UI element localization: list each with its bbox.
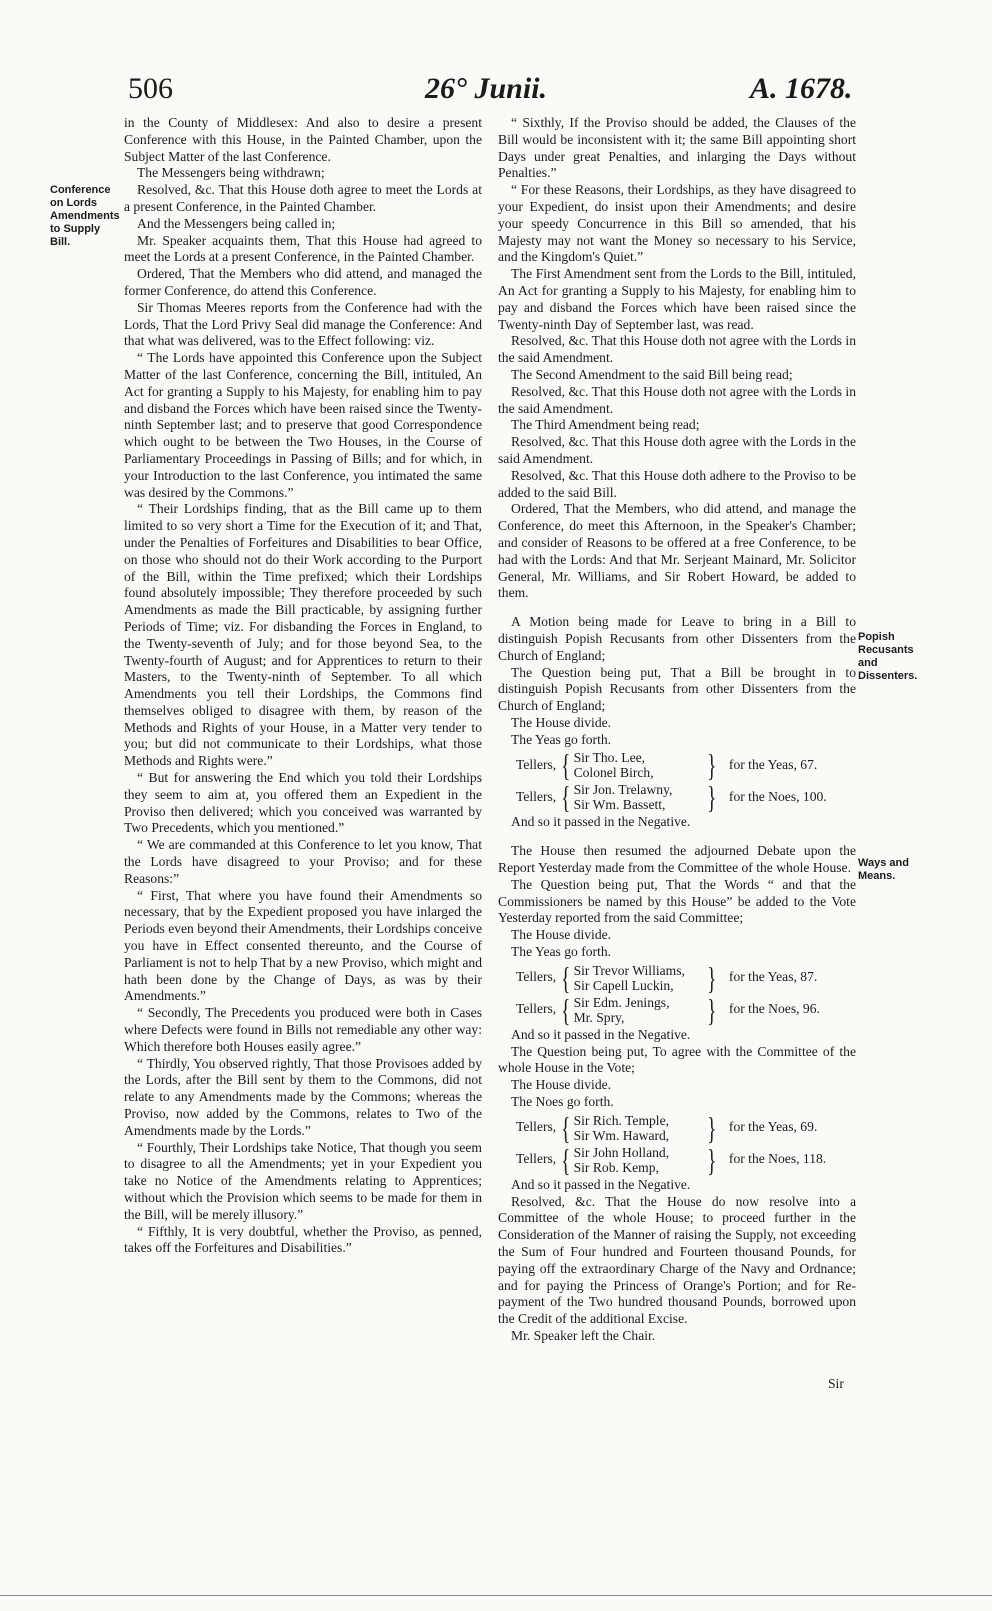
paragraph: The Question being put, That the Words “ and that the Commissioners be named by this House” be added to the Vote Yesterday reported from the said Committee; bbox=[498, 876, 856, 926]
paragraph: The House then resumed the adjourned Debate upon the Report Yesterday made from the Committee of the whole House. bbox=[498, 843, 856, 876]
paragraph: The Second Amendment to the said Bill being read; bbox=[511, 366, 793, 382]
paragraph: The House divide. bbox=[511, 714, 612, 730]
paragraph: Resolved, &c. That this House doth agree with the Lords in the said Amendment. bbox=[498, 434, 856, 466]
paragraph: Resolved, &c. That this House doth adhere to the Proviso to be added to the said Bill. bbox=[498, 467, 856, 500]
paragraph: And so it passed in the Negative. bbox=[511, 1176, 691, 1192]
teller-name: Colonel Birch, bbox=[573, 765, 654, 781]
paragraph: The Third Amendment being read; bbox=[511, 417, 700, 433]
tellers-label: Tellers, bbox=[516, 969, 557, 985]
popish-division bbox=[498, 747, 856, 816]
right-column bbox=[498, 115, 856, 1345]
ways-section bbox=[498, 843, 856, 1345]
tellers-row bbox=[516, 779, 856, 816]
tellers-row bbox=[516, 991, 856, 1028]
paragraph: The Yeas go forth. bbox=[511, 731, 612, 747]
close-brace: } bbox=[706, 1109, 716, 1146]
paragraph: Resolved, &c. That the House do now resolve into a Committee of the whole House; to proceed further in the Consideration of the Manner of raising the Supply, not exceeding the Sum of Four hundred and Fourteen thousand Pounds, for paying off the extraordinary Charge of the Navy and Ordnance; and for paying the Princess of Orange's Portion; and for Re-payment of the Two hundred thousand Pounds, borrowed upon the Credit of the additional Excise. bbox=[498, 1193, 856, 1327]
close-brace: } bbox=[706, 1141, 716, 1178]
division-result: for the Yeas, 87. bbox=[728, 969, 818, 985]
open-brace: { bbox=[561, 959, 571, 996]
paragraph: Ordered, That the Members who did attend, and managed the former Conference, do attend this Conference. bbox=[124, 266, 482, 298]
teller-name: Sir Tho. Lee, bbox=[573, 750, 646, 766]
paragraph: “ We are commanded at this Conference to let you know, That the Lords have disagreed to your Proviso; and for these Reasons:” bbox=[124, 837, 482, 886]
paragraph: Mr. Speaker left the Chair. bbox=[511, 1328, 656, 1344]
close-brace: } bbox=[706, 959, 716, 996]
page-year: A. 1678. bbox=[750, 72, 853, 105]
teller-names bbox=[574, 1113, 704, 1143]
teller-name: Sir Jon. Trelawny, bbox=[573, 782, 673, 798]
teller-names bbox=[574, 963, 704, 993]
conference-continuation bbox=[498, 115, 856, 602]
division-result: for the Noes, 100. bbox=[728, 789, 827, 805]
tellers-row bbox=[516, 1109, 856, 1146]
catchword: Sir bbox=[828, 1376, 844, 1391]
paragraph: And so it passed in the Negative. bbox=[511, 1026, 691, 1042]
paragraph: The First Amendment sent from the Lords to the Bill, intituled, An Act for granting a Supply to his Majesty, for enabling him to pay and disband the Forces which have been raised since the Twenty-ninth Day of September last, was read. bbox=[498, 266, 856, 332]
paragraph: Resolved, &c. That this House doth agree to meet the Lords at a present Conference, in the Painted Chamber. bbox=[124, 182, 482, 214]
open-brace: { bbox=[561, 779, 571, 816]
left-column bbox=[124, 115, 482, 1257]
paragraph: Ordered, That the Members, who did attend, and manage the Conference, do meet this Afternoon, in the Speaker's Chamber; and consider of Reasons to be offered at a free Conference, to be had with the Lords: And that Mr. Serjeant Mainard, Mr. Solicitor General, Mr. Williams, and Sir Robert Howard, be added to them. bbox=[498, 501, 856, 601]
open-brace: { bbox=[561, 747, 571, 784]
paragraph: Mr. Speaker acquaints them, That this House had agreed to meet the Lords at a present Conference, in the Painted Chamber. bbox=[124, 232, 482, 265]
tellers-label: Tellers, bbox=[516, 1119, 557, 1135]
paragraph: “ First, That where you have found their Amendments so necessary, that by the Expedient proposed you have inlarged the Periods even beyond their Amendments, their Lordships conceive you have in Effect consented thereunto, and the Course of Parliament is not to help That by a new Proviso, which might and hath been done by the Change of Days, as was by their Amendments.” bbox=[124, 887, 482, 1004]
paragraph: A Motion being made for Leave to bring in a Bill to distinguish Popish Recusants from other Dissenters from the Church of England; bbox=[498, 614, 856, 663]
tellers-label: Tellers, bbox=[516, 1151, 557, 1167]
tellers-label: Tellers, bbox=[516, 757, 557, 773]
paragraph: The Messengers being withdrawn; bbox=[137, 165, 325, 181]
paragraph: And the Messengers being called in; bbox=[137, 215, 336, 231]
paragraph: “ Thirdly, You observed rightly, That those Provisoes added by the Lords, after the Bill sent by them to the Commons, did not relate to any Amendments made by the Commons; whereas the Proviso, now added by the Commons, relates to Two of the Amendments made by the Lords.” bbox=[124, 1055, 482, 1138]
page-date: 26° Junii. bbox=[425, 72, 548, 105]
open-brace: { bbox=[561, 1141, 571, 1178]
teller-names bbox=[574, 1145, 704, 1175]
paragraph: The House divide. bbox=[511, 927, 612, 943]
close-brace: } bbox=[706, 779, 716, 816]
paragraph: The Question being put, To agree with the Committee of the whole House in the Vote; bbox=[498, 1043, 856, 1076]
paragraph: The Yeas go forth. bbox=[511, 944, 612, 960]
division-result: for the Yeas, 69. bbox=[728, 1119, 818, 1135]
paragraph: The Noes go forth. bbox=[511, 1094, 614, 1110]
paragraph: in the County of Middlesex: And also to desire a present Conference with this House, in the Painted Chamber, upon the Subject Matter of the last Conference. bbox=[124, 115, 482, 164]
teller-name: Sir Trevor Williams, bbox=[573, 962, 685, 978]
margin-note-conference: Conference on Lords Amendments to Supply Bill. bbox=[50, 184, 120, 248]
page-header bbox=[0, 72, 992, 112]
page-number: 506 bbox=[128, 72, 173, 105]
teller-names bbox=[574, 995, 704, 1025]
paragraph: The Question being put, That a Bill be brought in to distinguish Popish Recusants from other Dissenters from the Church of England; bbox=[498, 664, 856, 714]
open-brace: { bbox=[561, 1109, 571, 1146]
teller-names bbox=[574, 782, 704, 812]
open-brace: { bbox=[561, 991, 571, 1028]
tellers-label: Tellers, bbox=[516, 1001, 557, 1017]
close-brace: } bbox=[706, 747, 716, 784]
teller-name: Sir Rich. Temple, bbox=[573, 1112, 670, 1128]
paragraph: The House divide. bbox=[511, 1077, 612, 1093]
paragraph: “ The Lords have appointed this Conference upon the Subject Matter of the last Conference, concerning the Bill, intituled, An Act for granting a Supply to his Majesty, for enabling him to pay and disband the Forces which have been raised since the Twenty-ninth September last; and to preserve that good Correspondence which ought to be between the Two Houses, in the Course of Parliamentary Proceedings in Passing of Bills; and for which, in your Introduction to the last Conference, you intimated the same was desired by the Commons.” bbox=[124, 350, 482, 500]
tellers-row bbox=[516, 1141, 856, 1178]
division-result: for the Noes, 118. bbox=[728, 1151, 827, 1167]
paragraph: Sir Thomas Meeres reports from the Conference had with the Lords, That the Lord Privy Seal did manage the Conference: And that what was delivered, was to the Effect following: viz. bbox=[124, 299, 482, 349]
division-result: for the Yeas, 67. bbox=[728, 757, 818, 773]
teller-name: Mr. Spry, bbox=[573, 1009, 625, 1025]
tellers-label: Tellers, bbox=[516, 789, 557, 805]
paragraph: Resolved, &c. That this House doth not agree with the Lords in the said Amendment. bbox=[498, 333, 856, 366]
paragraph: “ But for answering the End which you told their Lordships they seem to aim at, you offered them an Expedient in the Proviso then delivered; which you conceived was warranted by Two Precedents, which you mentioned.” bbox=[124, 770, 482, 836]
teller-name: Sir Rob. Kemp, bbox=[573, 1159, 659, 1175]
paragraph: “ Their Lordships finding, that as the Bill came up to them limited to so very short a Time for the Execution of it; and That, under the Penalties of Forfeitures and Disabilities to bear Office, on those who should not do their Work according to the Purport of the Bill, within the Time prefixed; which their Lordships found absolutely impossible; They therefore proceeded by such Amendments as made the Bill practicable, by assigning further Periods of Time; viz. For disbanding the Forces in England, to the Twenty-seventh of July; and for those beyond Sea, to the Twenty-fourth of August; and for Apprentices to return to their Masters, to the Twenty-ninth of September. To all which Amendments you tell their Lordships, the Commons find themselves obliged to disagree with them, by reason of the Methods and Rights of your House, in a Matter very tender to you; but did not communicate to their Lordships, what those Methods and Rights were.” bbox=[124, 501, 482, 769]
bottom-rule bbox=[0, 1595, 992, 1596]
ways-division-2 bbox=[498, 1109, 856, 1178]
teller-name: Sir Edm. Jenings, bbox=[573, 994, 670, 1010]
margin-note-ways: Ways and Means. bbox=[858, 857, 909, 882]
paragraph: “ Fourthly, Their Lordships take Notice, That though you seem to disagree to all the Amendments; yet in your Expedient you take no Notice of the Amendments relating to Apprentices; without which the Provision which seems to be made for them in the Bill, will be merely illusory.” bbox=[124, 1139, 482, 1222]
paragraph: Resolved, &c. That this House doth not agree with the Lords in the said Amendment. bbox=[498, 383, 856, 416]
ways-division-1 bbox=[498, 959, 856, 1028]
paragraph: “ Sixthly, If the Proviso should be added, the Clauses of the Bill would be inconsistent with it; the same Bill appointing short Days under great Penalties, and inlarging the Days without Penalties.” bbox=[498, 115, 856, 181]
paragraph: “ Fifthly, It is very doubtful, whether the Proviso, as penned, takes off the Forfeitures and Disabilities.” bbox=[124, 1223, 482, 1256]
teller-names bbox=[574, 750, 704, 780]
close-brace: } bbox=[706, 991, 716, 1028]
tellers-row bbox=[516, 747, 856, 784]
paragraph: “ Secondly, The Precedents you produced were both in Cases where Defects were found in Bills not remediable any other way: Which therefore both Houses easily agree.” bbox=[124, 1005, 482, 1054]
popish-outcome: And so it passed in the Negative. bbox=[511, 814, 691, 830]
teller-name: Sir John Holland, bbox=[573, 1144, 670, 1160]
margin-note-popish: Popish Recusants and Dissenters. bbox=[858, 631, 918, 682]
teller-name: Sir Wm. Haward, bbox=[573, 1127, 670, 1143]
teller-name: Sir Wm. Bassett, bbox=[573, 797, 666, 813]
teller-name: Sir Capell Luckin, bbox=[573, 977, 674, 993]
paragraph: “ For these Reasons, their Lordships, as they have disagreed to your Expedient, do insist upon their Amendments; and desire your speedy Concurrence in this Bill so amended, that his Majesty may not want the Money so necessary to his Service, and the Kingdom's Quiet.” bbox=[498, 182, 856, 265]
tellers-row bbox=[516, 959, 856, 996]
popish-section bbox=[498, 614, 856, 831]
division-result: for the Noes, 96. bbox=[728, 1001, 820, 1017]
